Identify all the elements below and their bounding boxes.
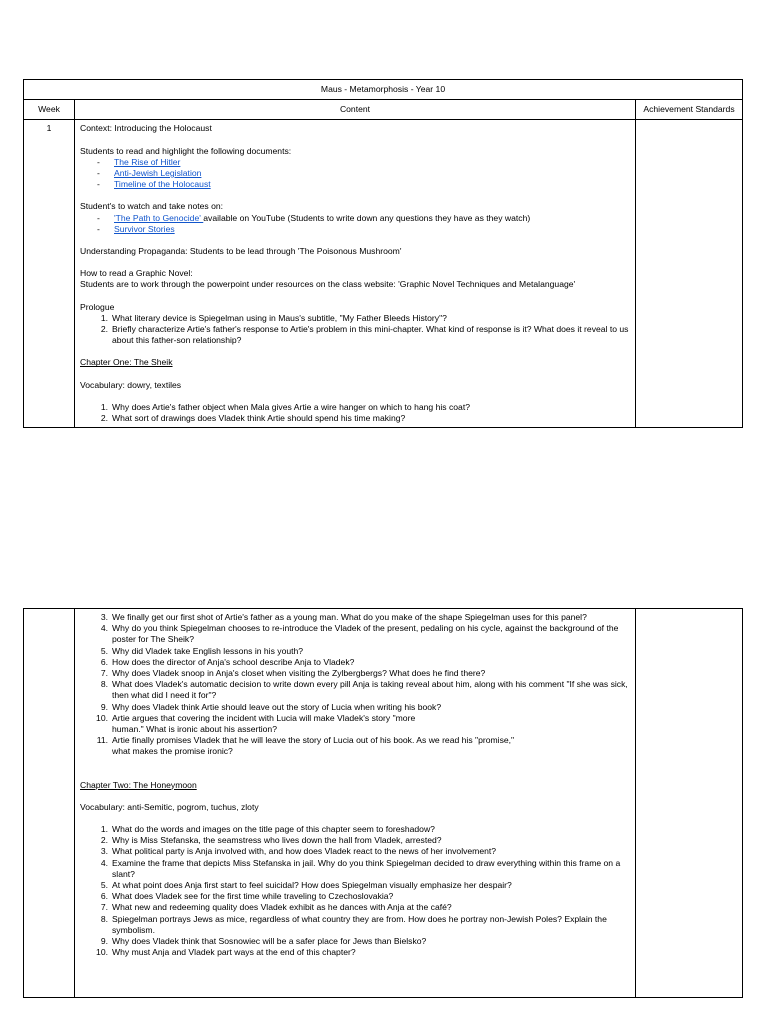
table-row-week-1 [24,120,743,428]
list-item: 1. What do the words and images on the title page of this chapter seem to foreshadow? [100,824,435,835]
list-item: 10. Artie argues that covering the incident with Lucia will make Vladek's story "more human." What is ironic about his assertion? [96,712,416,735]
page-1 [23,79,742,428]
chapter-one-questions-part2 [80,612,630,758]
week-content-continued [75,609,636,998]
list-item: 1. Why does Artie's father object when Mala gives Artie a wire hanger on which to hang his coat? [100,401,470,412]
prologue-questions [80,313,630,347]
unit-plan-table [23,79,743,428]
link-anti-jewish-legislation[interactable]: Anti-Jewish Legislation [114,168,202,179]
chapter-one-questions-part1 [80,402,630,424]
header-content: Content [75,100,636,120]
table-title: Maus - Metamorphosis - Year 10 [24,80,743,100]
list-item: 3. We finally get our first shot of Artie's father as a young man. What do you make of the shape Spiegelman uses for this panel? [100,612,587,622]
list-item: 6. What does Vladek see for the first time while traveling to Czechoslovakia? [100,891,394,902]
unit-plan-table-continued [23,608,743,998]
list-item [97,179,630,190]
list-item [97,157,630,168]
list-item [97,168,630,179]
chapter-two-heading: Chapter Two: The Honeymoon [80,779,197,790]
reading-intro: Students to read and highlight the following documents: [80,145,292,156]
list-item: 2. Why is Miss Stefanska, the seamstress who lives down the hall from Vladek, arrested? [100,835,442,846]
achievement-standards-cell-continued [636,609,743,998]
list-item: 4. Examine the frame that depicts Miss Stefanska in jail. Why do you think Spiegelman decided to draw everything within this frame on a slant? [100,857,621,879]
header-week: Week [24,100,75,120]
list-item: 3. What political party is Anja involved with, and how does Vladek react to the news of her involvement? [100,846,497,857]
list-item: 9. Why does Vladek think Artie should leave out the story of Lucia when writing his book? [100,701,442,712]
week-number-empty [24,609,75,998]
link-timeline-holocaust[interactable]: Timeline of the Holocaust [114,179,211,190]
list-item: 8. What does Vladek's automatic decision to write down every pill Anja is taking reveal about him, along with his comment "If she was sick, then what did I need it for"? [100,679,628,701]
list-item: 6. How does the director of Anja's school describe Anja to Vladek? [100,656,355,667]
list-item: 5. At what point does Anja first start to feel suicidal? How does Spiegelman visually emphasize her despair? [100,880,512,891]
week-number: 1 [24,120,75,428]
chapter-two-vocabulary: Vocabulary: anti-Semitic, pogrom, tuchus, zloty [80,801,259,812]
list-item: 4. Why do you think Spiegelman chooses to re-introduce the Vladek of the present, pedaling on his cycle, against the background of the poster for The Sheik? [100,623,619,645]
table-row-continued [24,609,743,998]
link-survivor-stories[interactable]: Survivor Stories [114,223,175,234]
prologue-heading: Prologue [80,301,115,312]
list-item: 9. Why does Vladek think that Sosnowiec will be a safer place for Jews than Bielsko? [100,936,427,947]
reading-list [80,157,630,191]
achievement-standards-cell [636,120,743,428]
context-heading: Context: Introducing the Holocaust [80,123,212,134]
propaganda-text: Understanding Propaganda: Students to be lead through 'The Poisonous Mushroom' [80,246,402,257]
header-achievement-standards: Achievement Standards [636,100,743,120]
chapter-two-questions [80,824,630,958]
watch-note: available on YouTube (Students to write down any questions they have as they watch) [203,212,531,223]
chapter-one-vocabulary: Vocabulary: dowry, textiles [80,379,182,390]
graphic-novel-text: Students are to work through the powerpoint under resources on the class website: 'Graphic Novel Techniques and Metalanguage' [80,279,576,290]
list-item: 2. What sort of drawings does Vladek think Artie should spend his time making? [100,413,406,424]
list-item: 11. Artie finally promises Vladek that he will leave the story of Lucia out of his book. As we read his "promise," what makes the promise ironic? [96,735,515,757]
watch-list [80,213,630,235]
list-item: 7. What new and redeeming quality does Vladek exhibit as he dances with Anja at the café? [100,902,452,913]
week-content [75,120,636,428]
graphic-novel-heading: How to read a Graphic Novel: [80,268,193,279]
list-item: 10. Why must Anja and Vladek part ways at the end of this chapter? [96,947,356,958]
list-item [97,224,630,235]
list-item: 7. Why does Vladek snoop in Anja's closet when visiting the Zylbergbergs? What does he find there? [100,668,486,679]
link-rise-of-hitler[interactable]: The Rise of Hitler [114,156,181,167]
list-item [97,213,630,224]
list-item: 2. Briefly characterize Artie's father's response to Artie's problem in this mini-chapter. What kind of response is it? What does it reveal to us about this father-son relationship? [100,324,629,346]
list-item: 5. Why did Vladek take English lessons in his youth? [100,645,304,656]
page-2 [23,608,742,998]
list-item: 8. Spiegelman portrays Jews as mice, regardless of what country they are from. How does he portray non-Jewish Poles? Explain the symbolism. [100,913,607,935]
chapter-one-heading: Chapter One: The Sheik [80,357,173,368]
list-item: 1. What literary device is Spiegelman using in Maus's subtitle, "My Father Bleeds History"? [100,312,447,323]
watch-intro: Student's to watch and take notes on: [80,201,224,212]
link-path-to-genocide[interactable]: 'The Path to Genocide' [114,212,204,223]
